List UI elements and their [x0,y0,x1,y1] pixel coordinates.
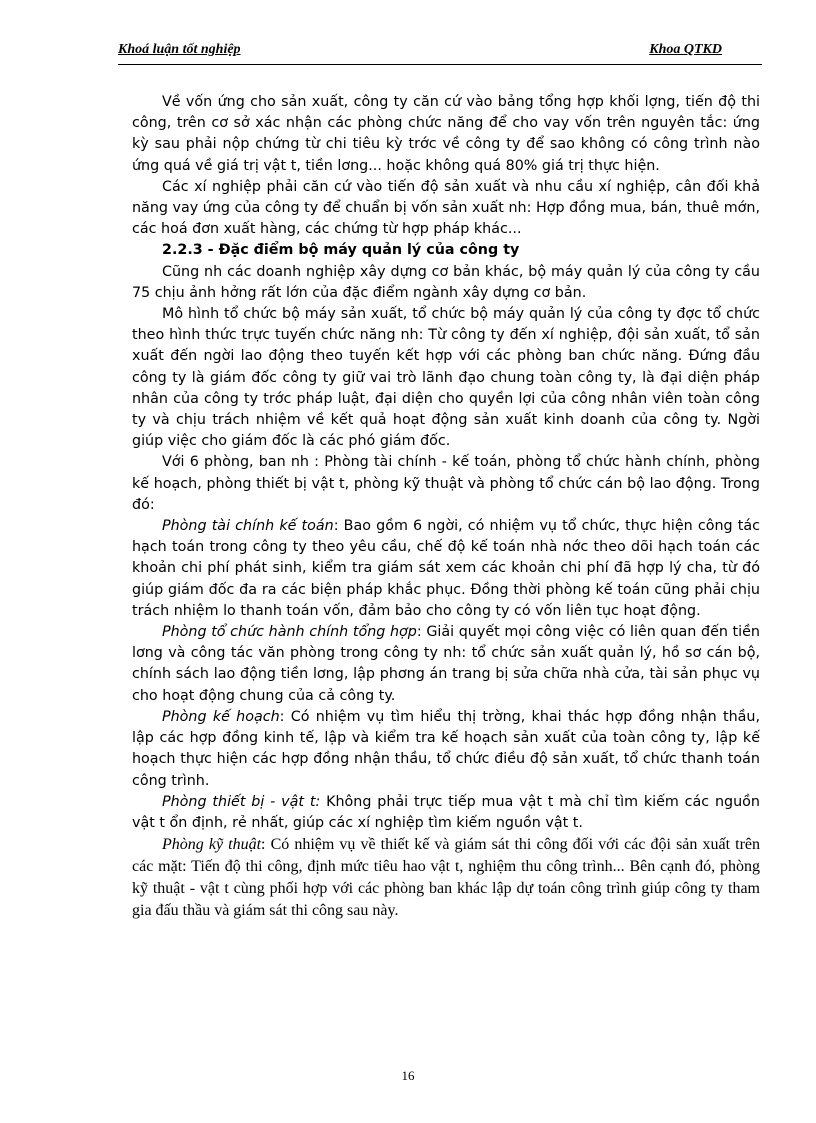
paragraph-enterprise-funding: Các xí nghiệp phải căn cứ vào tiến độ sản xuất và nhu cầu xí nghiệp, cân đối khả năng vay ứng của công ty để chuẩn bị vốn sản xuất nh: Hợp đồng mua, bán, thuê mớn, các hoá đơn xuất hàng, các chứng từ hợp pháp khác... [132,178,760,238]
paragraph-equipment-department [132,792,760,834]
admin-department-text: : Giải quyết mọi công việc có liên quan đến tiền lơng và công tác văn phòng trong công ty nh: tổ chức sản xuất quản lý, hồ sơ cán bộ, chính sách lao động tiền lơng, lập phơng án trang bị sửa chữa nhà cửa, tài sản phục vụ cho hoạt động chung của cả công ty. [132,624,760,704]
admin-department-label: Phòng tổ chức hành chính tổng hợp [162,624,417,641]
planning-department-text: : Có nhiệm vụ tìm hiểu thị trờng, khai thác hợp đồng nhận thầu, lập các hợp đồng kinh tế, lập và kiểm tra kế hoạch sản xuất của toàn công ty, lập kế hoạch thực hiện các hợp đồng nhận thầu, tổ chức điều độ sản xuất, tổ chức thanh toán công trình. [132,708,760,789]
page-header [118,40,762,65]
paragraph-capital-advance: Về vốn ứng cho sản xuất, công ty căn cứ vào bảng tổng hợp khối lợng, tiến độ thi công, trên cơ sở xác nhận các phòng chức năng để cho vay vốn trên nguyên tắc: ứng kỳ sau phải nộp chứng từ chi tiêu kỳ trớc về công ty để sao không có công trình nào ứng quá về giá trị vật t, tiền lơng... hoặc không quá 80% giá trị thực hiện. [132,94,760,174]
header-faculty-label: Khoa QTKD [649,42,722,57]
planning-department-label: Phòng kế hoạch [162,708,280,725]
paragraph-departments: Với 6 phòng, ban nh : Phòng tài chính - kế toán, phòng tổ chức hành chính, phòng kế hoạch, phòng thiết bị vật t, phòng kỹ thuật và phòng tổ chức cán bộ lao động. Trong đó: [132,454,760,513]
paragraph-organization-model: Mô hình tổ chức bộ máy sản xuất, tổ chức bộ máy quản lý của công ty đợc tổ chức theo hình thức trực tuyến chức năng nh: Từ công ty đến xí nghiệp, đội sản xuất, tổ sản xuất đến ngời lao động theo tuyến kết hợp với các phòng ban chức năng. Đứng đầu công ty là giám đốc công ty giữ vai trò lãnh đạo chung toàn công ty, là đại diện pháp nhân của công ty trớc pháp luật, đại diện cho quyền lợi của công nhân viên toàn công ty và chịu trách nhiệm về kết quả hoạt động sản xuất kinh doanh của công ty. Ngời giúp việc cho giám đốc là các phó giám đốc. [132,306,760,450]
finance-department-label: Phòng tài chính kế toán [162,518,334,535]
paragraph-admin-department [132,622,760,707]
paragraph-planning-department [132,707,760,792]
paragraph-finance-department [132,516,760,622]
technical-department-text: : Có nhiệm vụ về thiết kế và giám sát thi công đối với các đội sản xuất trên các mặt: Tiến độ thi công, định mức tiêu hao vật t, nghiệm thu công trình... Bên cạnh đó, phòng kỹ thuật - vật t cùng phối hợp với các phòng ban khác lập dự toán công trình giúp công ty tham gia đấu thầu và giám sát thi công sau này. [132,836,760,920]
paragraph-technical-department [132,834,760,922]
section-heading: 2.2.3 - Đặc điểm bộ máy quản lý của công ty [162,242,520,259]
finance-department-text: : Bao gồm 6 ngời, có nhiệm vụ tổ chức, thực hiện công tác hạch toán trong công ty theo yêu cầu, chế độ kế toán nhà nớc theo dõi hạch toán các khoản chi phí phát sinh, kiểm tra giám sát xem các khoản chi phí đã hợp lý cha, từ đó giúp giám đốc đa ra các biện pháp khắc phục. Đồng thời phòng kế toán cũng phải chịu trách nhiệm lo thanh toán vốn, đảm bảo cho công ty có vốn liên tục hoạt động. [132,518,760,619]
equipment-department-label: Phòng thiết bị - vật t: [162,793,321,810]
document-body [132,92,760,922]
page-number: 16 [401,1068,415,1083]
equipment-department-text: Không phải trực tiếp mua vật t mà chỉ tìm kiếm các nguồn vật t ổn định, rẻ nhất, giúp các xí nghiệp tìm kiếm nguồn vật t. [132,793,760,831]
technical-department-label: Phòng kỹ thuật [162,836,262,854]
header-thesis-label: Khoá luận tốt nghiệp [118,42,241,57]
paragraph-management-overview: Cũng nh các doanh nghiệp xây dựng cơ bản khác, bộ máy quản lý của công ty cầu 75 chịu ảnh hởng rất lớn của đặc điểm ngành xây dựng cơ bản. [132,263,760,301]
